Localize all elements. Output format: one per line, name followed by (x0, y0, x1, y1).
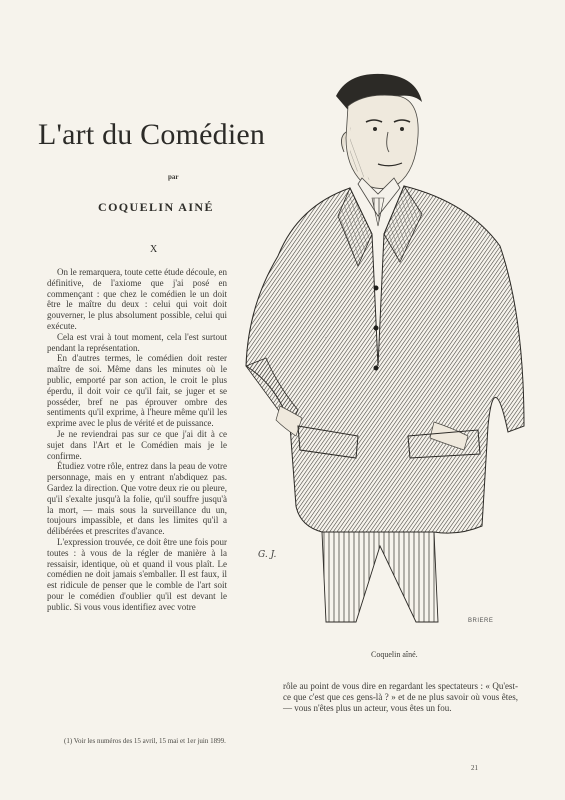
body-paragraph: Je ne reviendrai pas sur ce que j'ai dit à ce sujet dans l'Art et le Comédien mais je le confirme. (47, 428, 227, 461)
body-paragraph: L'expression trouvée, ce doit être une fois pour toutes : à vous de la régler de manière à la ressaisir, identique, où et quand il vous plaît. Le comédien ne doit jamais s'emballer. Il est faux, il est ridicule de penser que le comble de l'art soit pour le comédien d'oublier qu'il est devant le public. Si vous vous identifiez avec votre (47, 536, 227, 612)
body-paragraph: Cela est vrai à tout moment, cela l'est surtout pendant la représentation. (47, 331, 227, 353)
body-paragraph: En d'autres termes, le comédien doit rester maître de soi. Même dans les minutes où le public, emporté par son action, le croit le plus éperdu, il doit voir ce qu'il fait, se juger et se posséder, bref ne pas éprouver ombre des sentiments qu'il exprime, à l'heure même qu'il les exprime avec le plus de vérité et de puissance. (47, 353, 227, 429)
article-title: L'art du Comédien (38, 118, 266, 151)
footnote: (1) Voir les numéros des 15 avril, 15 mai et 1er juin 1899. (64, 737, 226, 745)
section-number: X (150, 244, 158, 255)
body-column (47, 267, 227, 613)
artist-signature: G. J. (258, 550, 277, 560)
body-paragraph-continued: rôle au point de vous dire en regardant les spectateurs : « Qu'est-ce que c'est que ces gens-là ? » et de ne plus savoir où vous êtes, — vous n'êtes plus un acteur, vous êtes un fou. (283, 681, 518, 713)
article-author: COQUELIN AINÉ (98, 200, 214, 214)
portrait-engraving (238, 66, 534, 646)
page-number: 21 (471, 764, 478, 772)
byline-prefix: par (168, 173, 179, 181)
body-paragraph: On le remarquera, toute cette étude découle, en définitive, de l'axiome que j'ai posé en commençant : que chez le comédien le un doit être le maître du deux : celui qui voit doit gouverner, le plus absolument possible, celui qui exécute. (47, 267, 227, 331)
right-column (283, 681, 518, 713)
illustration-caption: Coquelin aîné. (371, 650, 418, 659)
engraver-signature: BRIERE (468, 618, 494, 624)
body-paragraph: Étudiez votre rôle, entrez dans la peau de votre personnage, mais en y entrant n'abdiquez pas. Gardez la direction. Que votre deux rie ou pleure, qu'il s'exalte jusqu'à la folie, qu'il souffre jusqu'à la mort, — mais sous la surveillance du un, toujours impassible, et dans les limites qu'il a délibérées et prescrites d'avance. (47, 461, 227, 537)
